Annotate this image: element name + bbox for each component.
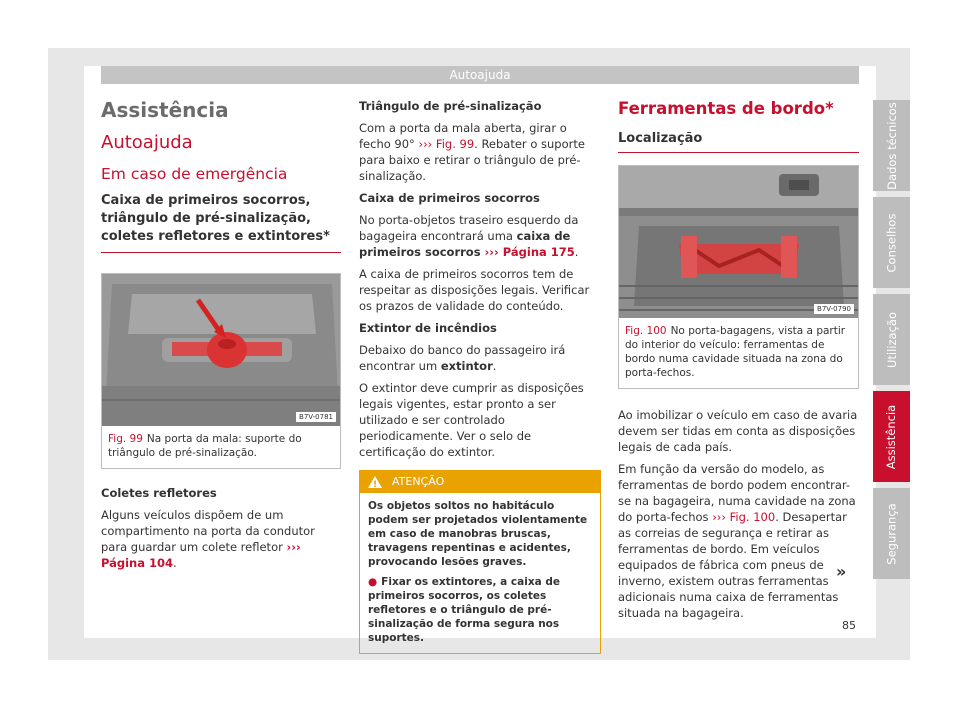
trunk-tools-illustration [619, 166, 858, 318]
paragraph [101, 507, 341, 571]
text: Fixar os extintores, a caixa de primeiros socorros, os coletes refletores e o triângulo de pré-sinalização de forma segura nos suportes. [368, 576, 560, 644]
figure-100 [618, 165, 859, 389]
warning-header [360, 471, 600, 493]
figure-100-image [619, 166, 858, 318]
subsection-title: Em caso de emergência [101, 165, 288, 183]
text: . Rebater o suporte para baixo e retirar o triângulo de pré-sinalização. [359, 137, 585, 183]
paragraph [359, 120, 601, 184]
tab-conselhos[interactable] [873, 197, 910, 288]
paragraph [618, 461, 859, 621]
paragraph [359, 342, 601, 374]
running-header: Autoajuda [101, 66, 859, 84]
text: . Desapertar as correias de segurança e retirar as ferramentas de bordo. Em veículos equipados de fábrica com pneus de inverno, existem outras ferramentas adicionais numa caixa de ferramentas situada na bagageira. [618, 510, 847, 620]
tab-label: Segurança [884, 502, 899, 565]
text: . [173, 556, 177, 570]
tab-dados-tecnicos[interactable] [873, 100, 910, 191]
image-code: B7V-0781 [296, 412, 336, 422]
warning-title: ATENÇÃO [392, 475, 445, 488]
image-code: B7V-0790 [814, 304, 854, 314]
text: . [574, 245, 579, 259]
paragraph: A caixa de primeiros socorros tem de respeitar as disposições legais. Verificar os prazos de validade do conteúdo. [359, 267, 590, 313]
tab-label: Assistência [884, 404, 899, 469]
figure-label: Fig. 100 [625, 325, 667, 337]
text: Com a porta da mala aberta, girar o fecho 90° [359, 121, 567, 151]
figure-99 [101, 273, 341, 469]
trunk-door-illustration [102, 274, 340, 426]
paragraph: O extintor deve cumprir as disposições legais vigentes, estar pronto a ser utilizado e ser controlado periodicamente. Ver o selo de certificação do extintor. [359, 381, 584, 459]
tab-utilizacao[interactable] [873, 294, 910, 385]
text: No porta-objetos traseiro esquerdo da bagageira encontrará uma [359, 213, 579, 243]
figure-label: Fig. 99 [108, 433, 143, 445]
subheading: Coletes refletores [101, 486, 217, 500]
tab-label: Dados técnicos [884, 101, 899, 190]
tab-assistencia[interactable] [873, 391, 910, 482]
section-title: Autoajuda [101, 132, 193, 153]
paragraph: Ao imobilizar o veículo em caso de avaria devem ser tidas em conta as disposições legais de cada país. [618, 408, 858, 454]
page-link[interactable]: ››› Página 175 [480, 245, 575, 259]
figure-caption [102, 426, 340, 468]
figure-99-image [102, 274, 340, 426]
section-title: Ferramentas de bordo* [618, 99, 834, 118]
emphasis: extintor [440, 359, 493, 373]
topic-title: Caixa de primeiros socorros, triângulo de pré-sinalização, coletes refletores e extintores* [101, 192, 341, 253]
warning-bullet [368, 575, 592, 645]
chapter-title: Assistência [101, 98, 229, 122]
subsection-title: Localização [618, 130, 859, 153]
warning-triangle-icon [368, 476, 382, 488]
figure-caption [619, 318, 858, 388]
column-3 [618, 98, 859, 627]
text: Debaixo do banco do passageiro irá encontrar um [359, 343, 566, 373]
subheading: Caixa de primeiros socorros [359, 191, 540, 205]
figure-link[interactable]: ››› Fig. 99 [418, 137, 475, 151]
column-2 [359, 98, 601, 654]
bullet-icon: ● [368, 576, 378, 588]
text: . [492, 359, 497, 373]
warning-body [360, 493, 600, 653]
page-number: 85 [842, 619, 856, 632]
tab-seguranca[interactable] [873, 488, 910, 579]
paragraph [359, 212, 601, 260]
caption-text: No porta-bagagens, vista a partir do interior do veículo: ferramentas de bordo numa cavidade situada na zona do porta-fechos. [625, 325, 846, 379]
text: Alguns veículos dispõem de um compartimento na porta da condutor para guardar um colete refletor [101, 508, 315, 554]
tab-label: Conselhos [884, 213, 899, 272]
figure-link[interactable]: ››› Fig. 100 [712, 510, 776, 524]
warning-text: Os objetos soltos no habitáculo podem ser projetados violentamente em caso de manobras bruscas, travagens repentinas e acidentes, provocando lesões graves. [368, 500, 588, 568]
subheading: Extintor de incêndios [359, 321, 497, 335]
warning-box [359, 470, 601, 654]
subheading: Triângulo de pré-sinalização [359, 99, 542, 113]
emphasis: caixa de primeiros socorros [359, 229, 571, 259]
page-link[interactable]: ››› Página 104 [101, 540, 301, 570]
caption-text: Na porta da mala: suporte do triângulo de pré-sinalização. [108, 433, 302, 459]
column-1 [101, 94, 341, 577]
continue-arrow-icon: » [836, 562, 847, 581]
tab-label: Utilização [884, 311, 899, 368]
text: Em função da versão do modelo, as ferramentas de bordo podem encontrar-se na bagageira, numa cavidade na zona do porta-fechos [618, 462, 856, 524]
